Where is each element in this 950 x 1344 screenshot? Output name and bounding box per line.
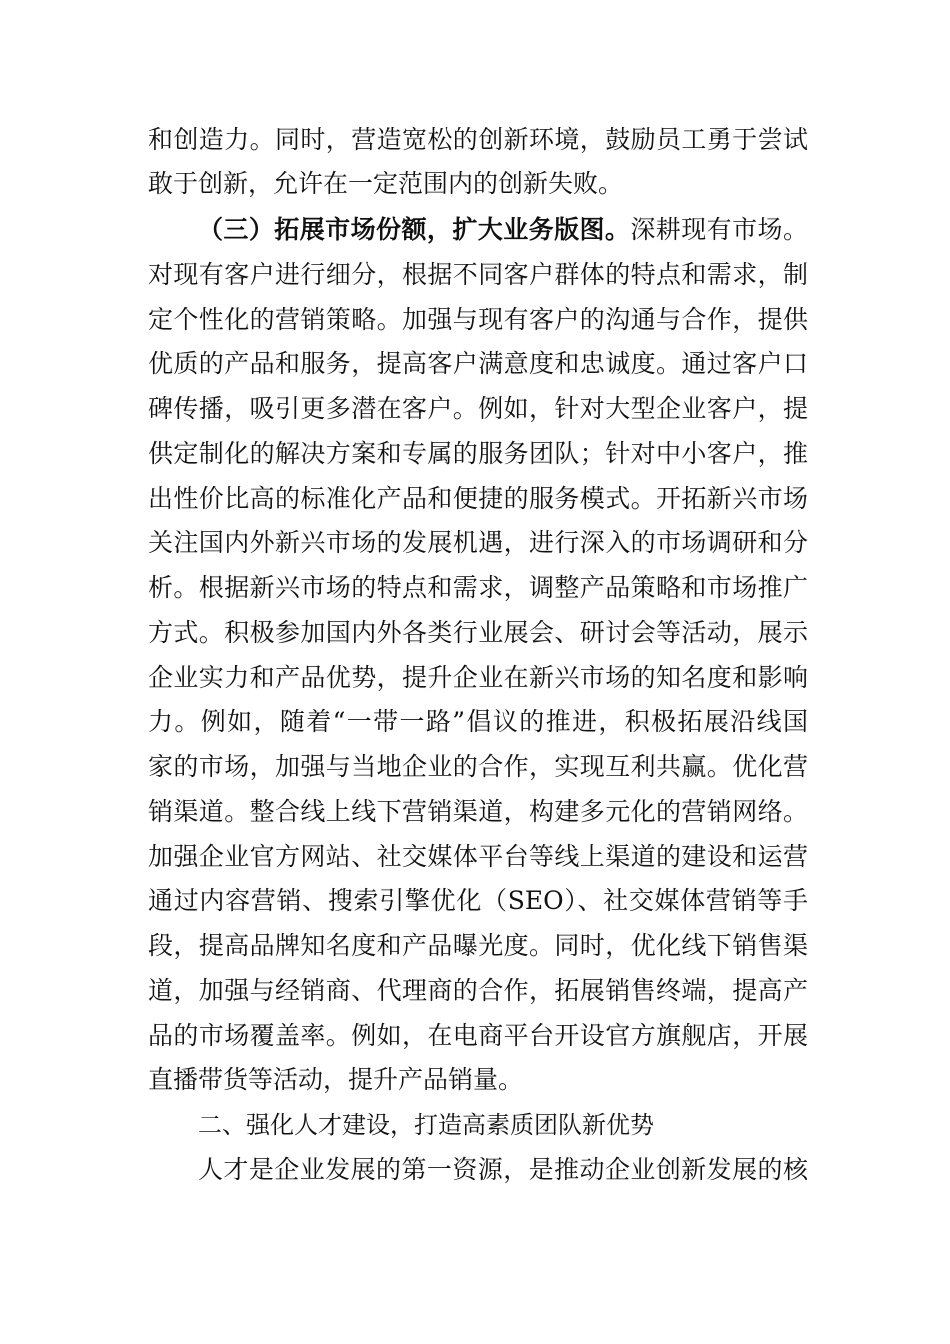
- paragraph-text: 深耕现有市场。: [630, 215, 808, 244]
- paragraph-line: 定个性化的营销策略。加强与现有客户的沟通与合作，提供: [148, 305, 808, 334]
- paragraph-line: 敢于创新，允许在一定范围内的创新失败。: [148, 169, 624, 198]
- subheading-text: （三）拓展市场份额，扩大业务版图。: [198, 215, 631, 244]
- paragraph-line: 供定制化的解决方案和专属的服务团队；针对中小客户，推: [148, 439, 808, 468]
- paragraph-line: 出性价比高的标准化产品和便捷的服务模式。开拓新兴市场: [148, 484, 808, 513]
- paragraph-line: 家的市场，加强与当地企业的合作，实现互利共赢。优化营: [148, 752, 808, 781]
- paragraph-line: 析。根据新兴市场的特点和需求，调整产品策略和市场推广: [148, 573, 808, 602]
- paragraph-line: 直播带货等活动，提升产品销量。: [148, 1065, 524, 1094]
- paragraph-line: 企业实力和产品优势，提升企业在新兴市场的知名度和影响: [148, 663, 808, 692]
- paragraph-line: 碑传播，吸引更多潜在客户。例如，针对大型企业客户，提: [148, 394, 808, 423]
- paragraph-line: 道，加强与经销商、代理商的合作，拓展销售终端，提高产: [148, 976, 808, 1005]
- paragraph-line: 关注国内外新兴市场的发展机遇，进行深入的市场调研和分: [148, 528, 808, 557]
- paragraph-line: 加强企业官方网站、社交媒体平台等线上渠道的建设和运营: [148, 842, 808, 871]
- paragraph-line: 和创造力。同时，营造宽松的创新环境，鼓励员工勇于尝试: [148, 125, 808, 154]
- paragraph-line: [198, 208, 808, 252]
- paragraph-line: 方式。积极参加国内外各类行业展会、研讨会等活动，展示: [148, 618, 808, 647]
- paragraph-line: 销渠道。整合线上线下营销渠道，构建多元化的营销网络。: [148, 797, 808, 826]
- paragraph-line: 段，提高品牌知名度和产品曝光度。同时，优化线下销售渠: [148, 931, 808, 960]
- paragraph-line: 优质的产品和服务，提高客户满意度和忠诚度。通过客户口: [148, 349, 808, 378]
- paragraph-line: 品的市场覆盖率。例如，在电商平台开设官方旗舰店，开展: [148, 1021, 808, 1050]
- paragraph-line: 对现有客户进行细分，根据不同客户群体的特点和需求，制: [148, 260, 808, 289]
- paragraph-line: 人才是企业发展的第一资源，是推动企业创新发展的核: [198, 1155, 808, 1184]
- section-heading: 二、强化人才建设，打造高素质团队新优势: [198, 1111, 654, 1139]
- paragraph-line: 力。例如，随着“一带一路”倡议的推进，积极拓展沿线国: [148, 707, 808, 736]
- paragraph-line: 通过内容营销、搜索引擎优化（SEO）、社交媒体营销等手: [148, 886, 808, 915]
